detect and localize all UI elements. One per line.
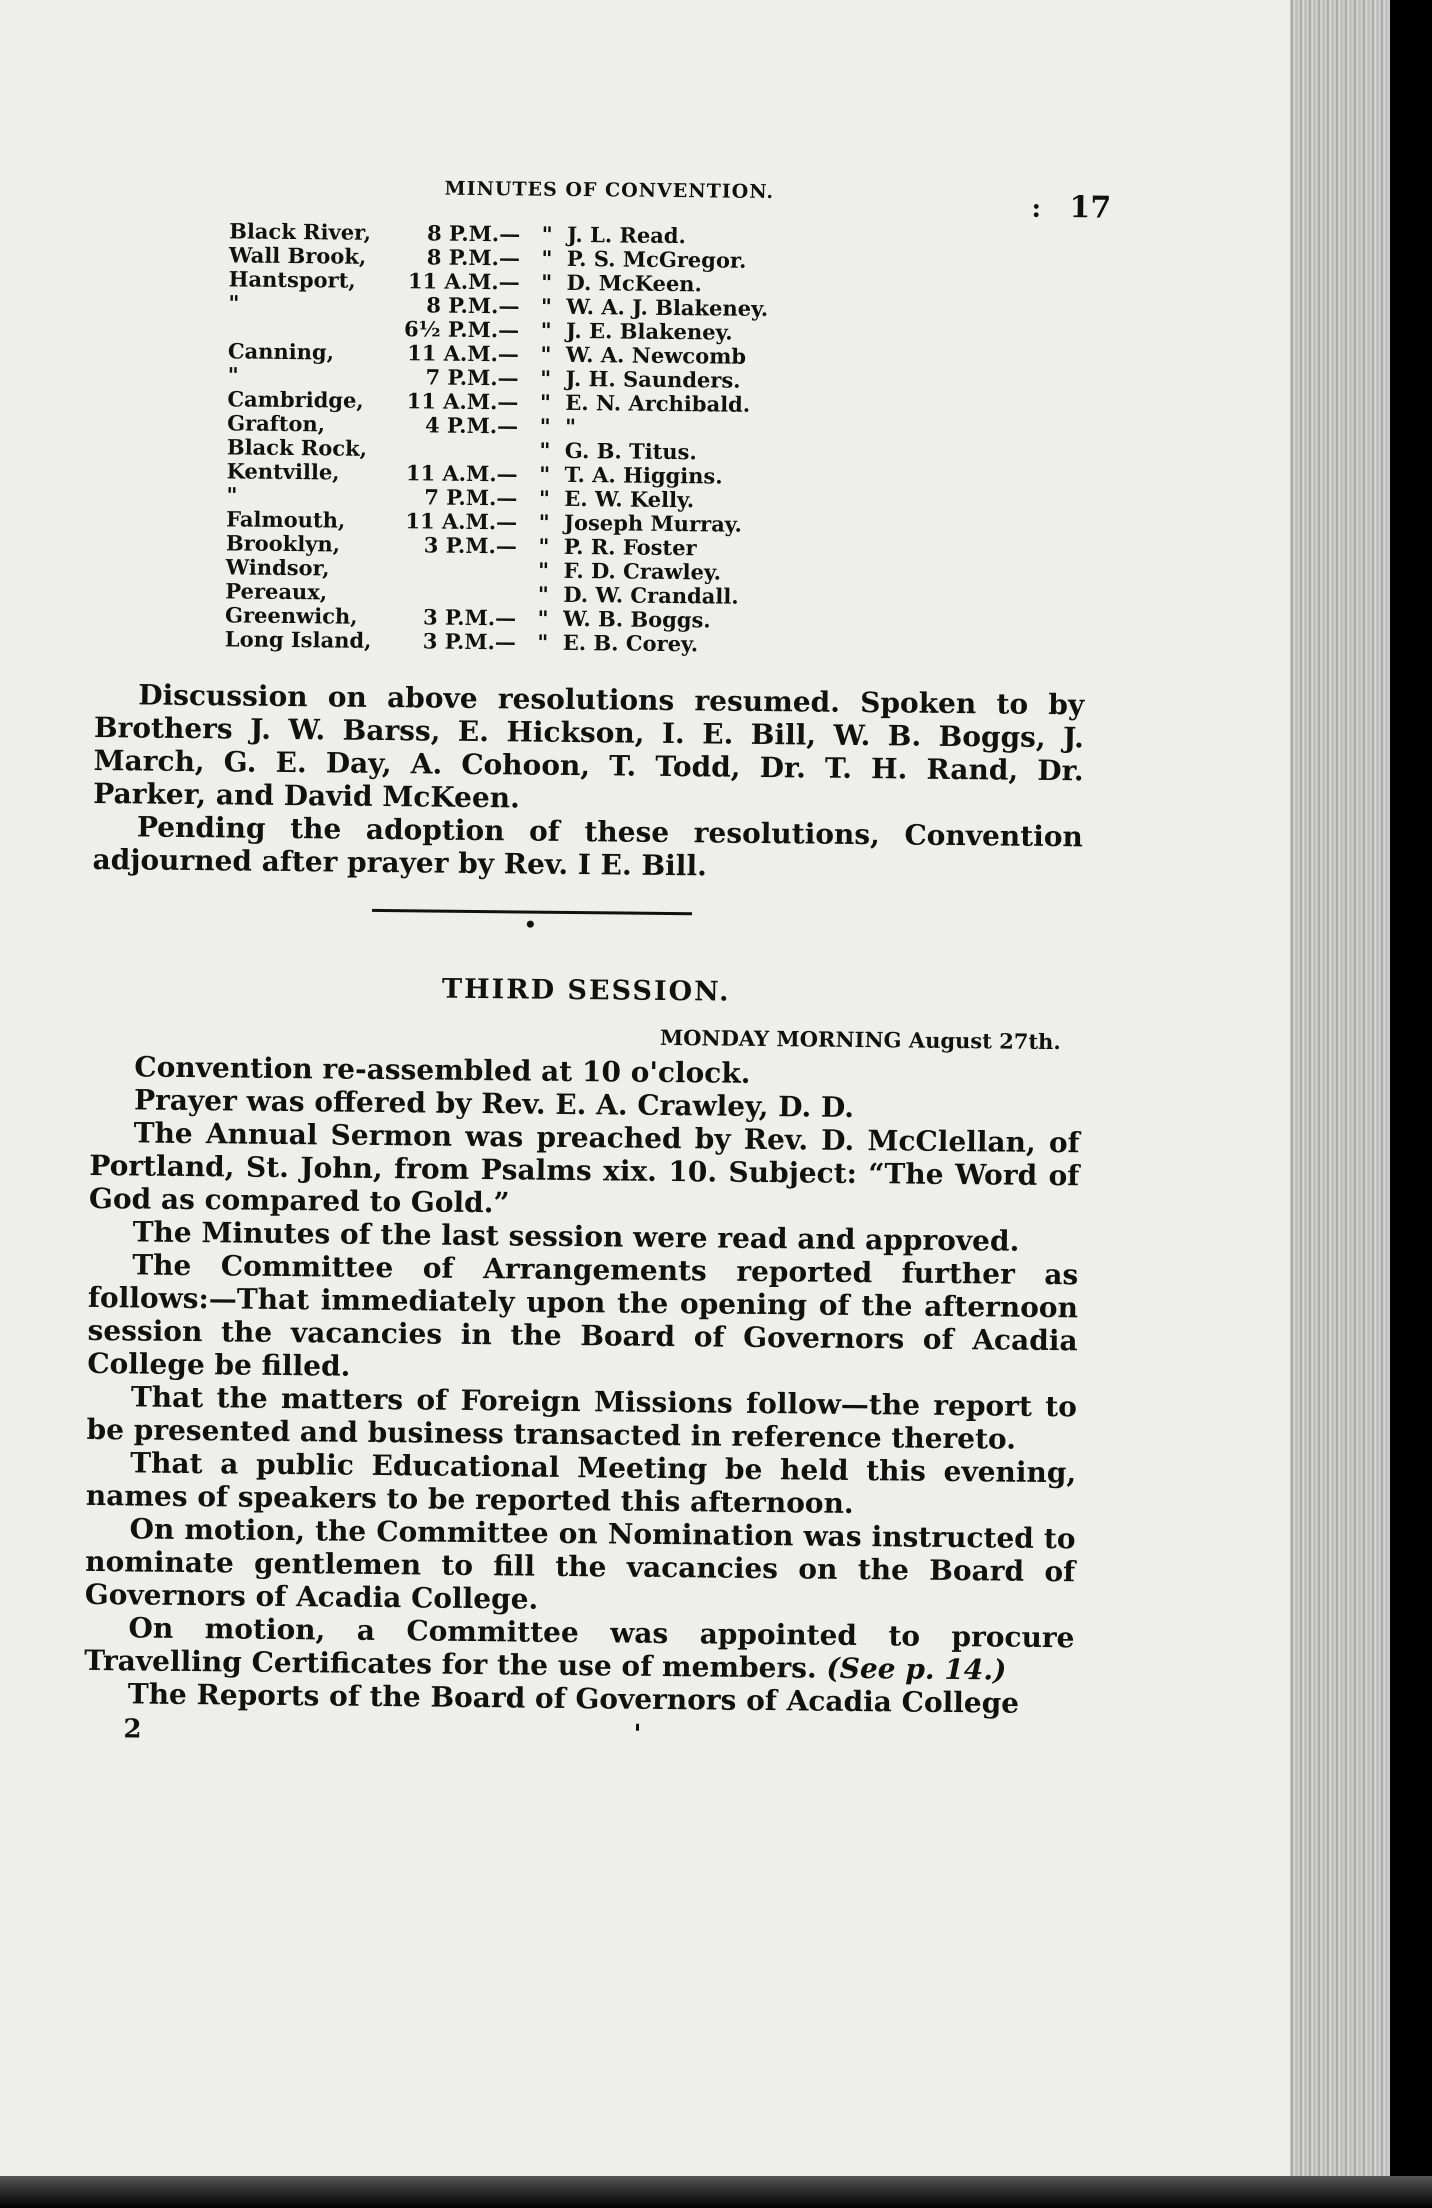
paragraph: Pending the adoption of these resolutions, Convention adjourned after prayer by Rev. I E. Bill. [92,810,1084,883]
page-reference: (See p. 14.) [826,1651,1007,1687]
signature-mark: ' [633,1719,642,1750]
appointment-preacher: " [565,413,577,439]
running-head: MINUTES OF CONVENTION. [444,177,775,204]
appointment-time: 4 P.M. [424,412,498,439]
section-divider [92,892,1082,942]
appointment-preacher: D. W. Crandall. [563,581,739,609]
divider-dot: • [523,912,537,937]
appointment-ditto: " [538,509,550,535]
appointment-preacher: J. E. Blakeney. [566,317,733,345]
appointment-ditto: " [540,341,552,367]
appointment-dash: — [497,413,519,439]
page-header [99,150,1112,226]
appointment-time: 8 P.M. [426,292,499,319]
appointment-place: Greenwich, [225,602,358,629]
appointment-time [401,557,496,582]
appointment-ditto: " [541,221,553,247]
appointment-place: " [228,290,240,316]
appointment-preacher: W. B. Boggs. [562,605,711,633]
appointment-dash: — [497,341,520,367]
appointment-preacher: W. A. Newcomb [565,341,747,369]
appointment-time: 6½ P.M. [403,316,499,343]
appointment-place: Kentville, [226,458,340,485]
appointment-preacher: Joseph Murray. [563,509,742,537]
appointment-place: Pereaux, [225,578,328,605]
appointment-place: Grafton, [227,410,326,437]
page-content [83,150,1112,1754]
appointment-ditto: " [540,317,552,343]
appointment-ditto: " [539,413,551,439]
signature-line [83,1714,1073,1754]
appointment-dash: — [498,269,520,295]
header-mark: : [1031,193,1042,224]
appointment-time: 11 A.M. [407,340,499,367]
appointment-preacher: P. R. Foster [563,533,697,561]
appointment-preacher: J. H. Saunders. [565,365,741,393]
scan-bottom-shadow [0,2176,1432,2208]
page-edge [1290,0,1390,2208]
appointment-ditto: " [539,461,551,487]
appointment-time: 7 P.M. [424,484,497,511]
appointment-ditto: " [538,533,550,559]
appointment-dash: — [498,317,520,343]
appointment-time: 11 A.M. [407,268,499,295]
paragraph: On motion, the Committee on Nomination was instructed to nominate gentlemen to fill the vacancies on the Board of Governors of Acadia College. [84,1512,1076,1616]
appointment-dash: — [495,509,518,535]
appointment-ditto: " [539,389,551,415]
appointment-ditto: " [541,245,553,271]
appointment-dash: — [494,629,517,655]
appointment-ditto: " [541,269,553,295]
appointment-time: 3 P.M. [422,628,496,655]
appointment-dash: — [495,533,518,559]
page-number: 17 [1069,190,1112,226]
appointments-list [225,219,1089,660]
appointment-ditto: " [540,293,552,319]
appointment-ditto: " [539,437,551,463]
appointment-place: Windsor, [225,554,330,581]
appointment-place: " [227,362,239,388]
paragraph [84,1611,1075,1687]
appointment-place: Wall Brook, [228,242,367,269]
appointment-preacher: W. A. J. Blakeney. [566,293,769,322]
appointment-preacher: D. McKeen. [566,269,702,297]
appointment-time: 11 A.M. [406,388,498,415]
appointment-time: 3 P.M. [423,532,497,559]
appointment-place: Canning, [227,338,335,365]
paragraph: That a public Educational Meeting be held this evening, names of speakers to be reported this afternoon. [85,1446,1077,1520]
appointment-time: 8 P.M. [426,220,500,247]
appointment-dash: — [497,365,519,391]
appointment-preacher: E. B. Corey. [562,629,699,657]
appointment-dash: — [497,389,519,415]
appointment-place: Black Rock, [226,434,368,461]
appointment-dash: — [498,245,521,271]
appointment-preacher: F. D. Crawley. [563,557,722,585]
appointment-dash: — [496,485,518,511]
paragraph: The Reports of the Board of Governors of Acadia College [127,1677,1020,1720]
paragraph: Discussion on above resolutions resumed. Spoken to by Brothers J. W. Barss, E. Hickson, I. E. Bill, W. B. Boggs, J. March, G. E. Day, A. Cohoon, T. Todd, Dr. T. H. Rand, Dr. Parker, and David McKeen. [93,678,1085,815]
appointment-time [402,437,497,462]
paragraph: Convention re-assembled at 10 o'clock. [134,1050,751,1090]
appointment-time: 8 P.M. [426,244,500,271]
appointment-preacher: E. N. Archibald. [565,389,751,417]
appointment-dash: — [494,605,517,631]
paragraph: The Annual Sermon was preached by Rev. D. McClellan, of Portland, St. John, from Psalms xix. 10. Subject: “The Word of God as compared to Gold.” [88,1116,1080,1220]
session-date: MONDAY MORNING August 27th. [659,1024,1061,1055]
appointment-dash [497,438,525,462]
appointment-place: Hantsport, [228,266,356,293]
appointment-time: 11 A.M. [405,508,497,535]
paragraph: The Committee of Arrangements reported further as follows:—That immediately upon the opening of the afternoon session the vacancies in the Board of Governors of Acadia College be filled. [87,1248,1079,1383]
appointment-ditto: " [540,365,552,391]
appointment-preacher: P. S. McGregor. [566,245,747,273]
appointment-place: Brooklyn, [225,530,341,557]
appointment-place: Long Island, [224,626,372,653]
paragraph: That the matters of Foreign Missions follow—the report to be presented and business transacted in reference thereto. [86,1380,1078,1456]
paragraph: Prayer was offered by Rev. E. A. Crawley, D. D. [133,1083,855,1124]
appointment-place: Falmouth, [226,506,346,533]
appointment-place: Black River, [229,218,372,245]
appointment-ditto: " [538,557,550,583]
appointment-preacher: J. L. Read. [567,221,687,249]
appointment-ditto: " [538,485,550,511]
appointment-time: 7 P.M. [425,364,498,391]
appointment-preacher: G. B. Titus. [564,437,697,465]
appointment-dash [495,582,523,606]
appointment-ditto: " [537,581,549,607]
appointment-dash [495,558,523,582]
appointment-place [228,315,403,341]
appointment-dash: — [499,221,521,247]
appointment-ditto: " [537,605,549,631]
appointment-preacher: T. A. Higgins. [564,461,723,489]
appointment-time: 11 A.M. [405,460,497,487]
appointment-preacher: E. W. Kelly. [564,485,695,513]
paragraph-text: On motion, a Committee was appointed to procure Travelling Certificates for the use of members. [84,1611,1075,1685]
appointment-time [400,581,495,606]
appointment-dash: — [498,293,520,319]
appointment-ditto: " [537,629,549,655]
appointment-time: 3 P.M. [422,604,496,631]
appointment-place: Cambridge, [227,386,364,413]
session-title: THIRD SESSION. [441,973,731,1008]
signature-number: 2 [123,1714,142,1745]
appointment-place: " [226,482,238,508]
appointment-dash: — [496,461,518,487]
paragraph: The Minutes of the last session were read and approved. [132,1215,1020,1258]
